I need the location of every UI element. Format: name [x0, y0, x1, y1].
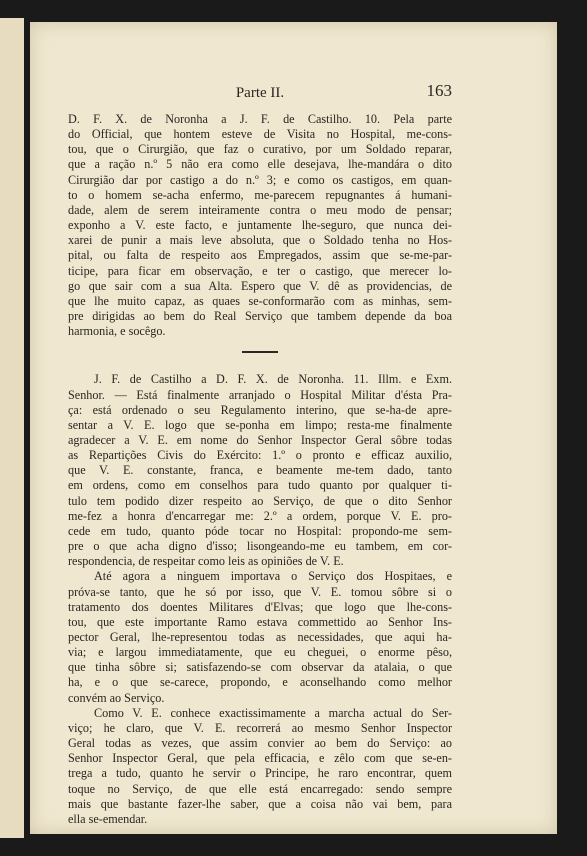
text-line: Como V. E. conhece exactissimamente a marcha actual do Ser-	[94, 705, 452, 720]
text-line: to o homem se-acha enfermo, me-parecem repugnantes á humani-	[68, 187, 452, 202]
text-line: tou, que este importante Ramo estava commettido ao Senhor Ins-	[68, 614, 452, 629]
text-line: viço; he claro, que V. E. recorrerá ao mesmo Senhor Inspector	[68, 720, 452, 735]
text-line: em ordens, como em conselhos para tudo quanto por qualquer ti-	[68, 478, 452, 493]
text-line: que tinha sôbre si; satisfazendo-se com observar da atalaia, o que	[68, 660, 452, 675]
page-text	[68, 81, 452, 827]
paragraph-service-march	[68, 706, 452, 827]
text-line: Cirurgião dar por castigo a do n.º 3; e como os castigos, em quan-	[68, 172, 452, 187]
text-line: D. F. X. de Noronha a J. F. de Castilho. 10. Pela parte	[68, 112, 452, 126]
text-line: dade, alem de serem inteiramente contra o meu modo de pensar;	[68, 202, 452, 217]
text-line: Até agora a ninguem importava o Serviço dos Hospitaes, e	[94, 569, 452, 584]
text-line: Geral todas as vezes, que assim convier ao bem do Serviço: ao	[68, 736, 452, 751]
text-line: xarei de punir a mais leve absoluta, que o Soldado tenha no Hos-	[68, 233, 452, 248]
text-line: respondencia, de respeitar como leis as opiniões de V. E.	[68, 554, 344, 569]
text-line: toque no Serviço, de que elle está encarregado: sendo sempre	[68, 781, 452, 796]
text-line: tou, que o Cirurgião, que faz o curativo, por um Soldado reparar,	[68, 142, 452, 157]
section-divider	[242, 351, 278, 353]
text-line: Senhor. — Está finalmente arranjado o Hospital Militar d'ésta Pra-	[68, 387, 452, 402]
text-line: próva-se tanto, que he só por isso, que V. E. tomou sôbre si o	[68, 584, 452, 599]
text-line: pital, ou falta de respeito aos Empregados, assim que se-me-par-	[68, 248, 452, 263]
text-line: sentar a V. E. logo que se-ponha em limpo; resta-me finalmente	[68, 417, 452, 432]
text-line: agradecer a V. E. em nome do Senhor Inspector Geral sôbre todas	[68, 432, 452, 447]
text-line: convém ao Serviço.	[68, 690, 165, 705]
text-line: do Official, que hontem esteve de Visita no Hospital, me-cons-	[68, 127, 452, 142]
page-number: 163	[426, 81, 452, 100]
text-line: ticipe, para ficar em observação, e ter o castigo, que merecer lo-	[68, 263, 452, 278]
text-line: ça: está ordenado o seu Regulamento interino, que se-ha-de apre-	[68, 402, 452, 417]
text-line: as Repartições Civis do Exército: 1.º o pronto e efficaz auxilio,	[68, 448, 452, 463]
facing-page-edge	[0, 18, 24, 838]
running-header	[68, 81, 452, 112]
text-line: mais que bastante fazer-lhe saber, que a coisa não vai bem, para	[68, 796, 452, 811]
text-line: ella se-emendar.	[68, 811, 148, 826]
paragraph-castilho-letter	[68, 372, 452, 569]
text-line: cede em tudo, quanto póde tocar no Hospital: propondo-me sem-	[68, 523, 452, 538]
text-line: harmonia, e socêgo.	[68, 324, 166, 339]
text-line: tratamento dos doentes Militares d'Elvas; que logo que lhe-cons-	[68, 599, 452, 614]
paragraph-hospitals	[68, 569, 452, 705]
text-line: que V. E. constante, franca, e beamente me-tem dado, tanto	[68, 463, 452, 478]
text-line: go que sair com a sua Alta. Espero que V. dê as providencias, de	[68, 278, 452, 293]
text-line: me-fez a honra d'encarregar me: 2.º a ordem, porque V. E. pro-	[68, 508, 452, 523]
text-line: trega a tudo, quanto he servir o Principe, he raro encontrar, quem	[68, 766, 452, 781]
text-line: Senhor Inspector Geral, que pela efficacia, e zêlo com que se-en-	[68, 751, 452, 766]
text-line: pre dirigidas ao bem do Real Serviço que tambem depende da boa	[68, 309, 452, 324]
text-line: tulo tem podido dizer respeito ao Serviço, de que o dito Senhor	[68, 493, 452, 508]
text-line: pector Geral, lhe-representou todas as necessidades, que aqui ha-	[68, 630, 452, 644]
text-line: J. F. de Castilho a D. F. X. de Noronha. 11. Illm. e Exm.	[94, 372, 452, 387]
text-line: que lhe muito capaz, as quaes se-conformarão com as minhas, sem-	[68, 293, 452, 308]
text-line: pre o que acha digno d'isso; lisongeando-me eu tambem, em cor-	[68, 539, 452, 554]
paragraph-noronha-letter	[68, 112, 452, 339]
text-line: ha, e o que se-carece, propondo, e aconselhando como melhor	[68, 675, 452, 690]
text-line: que a ração n.º 5 não era como elle desejava, lhe-mandára o dito	[68, 157, 452, 172]
part-title: Parte II.	[235, 85, 285, 101]
text-line: via; e largou immediatamente, que eu cheguei, o enorme pêso,	[68, 645, 452, 660]
text-line: exponho a V. este facto, e juntamente lhe-seguro, que nunca dei-	[68, 218, 452, 233]
